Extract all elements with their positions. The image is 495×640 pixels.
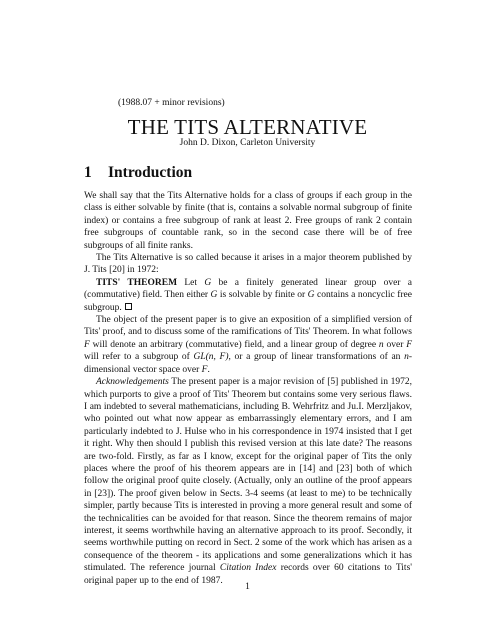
paragraph-acknowledgements: Acknowledgements The present paper is a major revision of [5] published in 1972, which purports to give a proof of Tits' Theorem but contains some very serious flaws. I am indebted to several mathematicians, including B. Wehrfritz and Ju.I. Merzljakov, who pointed out what now appear as embarrassingly elementary errors, and I am particularly indebted to J. Hulse who in his correspondence in 1974 insisted that I get it right. Why then should I publish this revised version at this late date? The reasons are two-fold. Firstly, as far as I know, except for the original paper of Tits the only places where the proof of his theorem appears are in [14] and [23] both of which follow the original proof quite closely. (Actually, only an outline of the proof appears in [23]). The proof given below in Sects. 3-4 seems (at least to me) to be technically simpler, partly because Tits is interested in proving a more general result and some of the technicalities can be avoided for that reason. Since the theorem remains of major interest, it seems worthwhile having an alternative approach to its proof. Secondly, it seems worthwhile putting on record in Sect. 2 some of the work which has arisen as a consequence of the theorem - its applications and some generalizations which it has stimulated. The reference journal Citation Index records over 60 citations to Tits' original paper up to the end of 1987. bbox=[84, 377, 412, 586]
section-title: Introduction bbox=[108, 164, 193, 181]
page-number: 1 bbox=[245, 582, 250, 592]
paragraph-objective: The object of the present paper is to give an exposition of a simplified version of Tits' proof, and to discuss some of the ramifications of Tits' Theorem. In what follows F will denote an arbitrary (commutative) field, and a linear group of degree n over F will refer to a subgroup of GL(n, F), or a group of linear transformations of an n-dimensional vector space over F. bbox=[84, 315, 412, 375]
section-heading bbox=[84, 164, 192, 182]
theorem-statement: TITS' THEOREM Let G be a finitely generated linear group over a (commutative) field. Then either G is solvable by finite or G contains a noncyclic free subgroup. bbox=[84, 277, 412, 313]
theorem-label: TITS' THEOREM bbox=[96, 277, 178, 288]
author-line: John D. Dixon, Carleton University bbox=[179, 138, 316, 148]
acknowledgements-label: Acknowledgements bbox=[96, 377, 169, 388]
paragraph-origin: The Tits Alternative is so called because it arises in a major theorem published by J. Tits [20] in 1972: bbox=[84, 253, 412, 276]
qed-icon bbox=[125, 303, 132, 310]
paper-title: THE TITS ALTERNATIVE bbox=[127, 115, 368, 139]
body-text bbox=[84, 190, 412, 587]
section-number: 1 bbox=[84, 164, 92, 181]
paragraph-definition: We shall say that the Tits Alternative holds for a class of groups if each group in the class is either solvable by finite (that is, contains a solvable normal subgroup of finite index) or contains a free subgroup of rank at least 2. Free groups of rank 2 contain free subgroups of countable rank, so in the second case there will be of free subgroups of all finite ranks. bbox=[84, 191, 412, 251]
revision-note: (1988.07 + minor revisions) bbox=[118, 98, 225, 108]
